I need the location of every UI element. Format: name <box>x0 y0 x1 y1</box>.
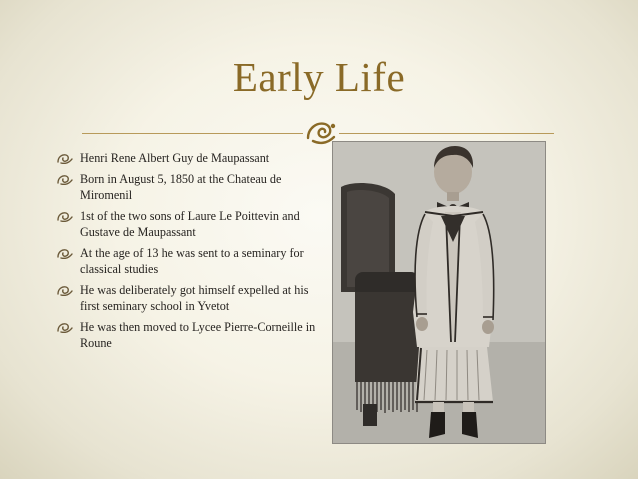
bullet-item <box>57 282 319 314</box>
bullet-text: Henri Rene Albert Guy de Maupassant <box>80 151 270 165</box>
fleuron-bullet-icon <box>57 285 73 296</box>
bullet-text: Born in August 5, 1850 at the Chateau de Miromenil <box>80 172 282 202</box>
bullet-list <box>57 150 319 356</box>
fleuron-bullet-icon <box>57 211 73 222</box>
portrait-illustration <box>333 142 545 443</box>
title-rule-right <box>339 133 554 134</box>
bullet-text: He was then moved to Lycee Pierre-Corneille in Roune <box>80 320 316 350</box>
bullet-text: He was deliberately got himself expelled at his first seminary school in Yvetot <box>80 283 309 313</box>
bullet-item <box>57 208 319 240</box>
bullet-item <box>57 245 319 277</box>
portrait-photo <box>333 142 545 443</box>
fleuron-bullet-icon <box>57 248 73 259</box>
slide-title: Early Life <box>232 54 406 100</box>
fleuron-bullet-icon <box>57 153 73 164</box>
fleuron-bullet-icon <box>57 322 73 333</box>
fleuron-bullet-icon <box>57 174 73 185</box>
title-rule-left <box>82 133 303 134</box>
bullet-item <box>57 319 319 351</box>
bullet-item <box>57 150 319 166</box>
bullet-text: At the age of 13 he was sent to a seminary for classical studies <box>80 246 304 276</box>
bullet-text: 1st of the two sons of Laure Le Poittevin and Gustave de Maupassant <box>80 209 300 239</box>
bullet-item <box>57 171 319 203</box>
